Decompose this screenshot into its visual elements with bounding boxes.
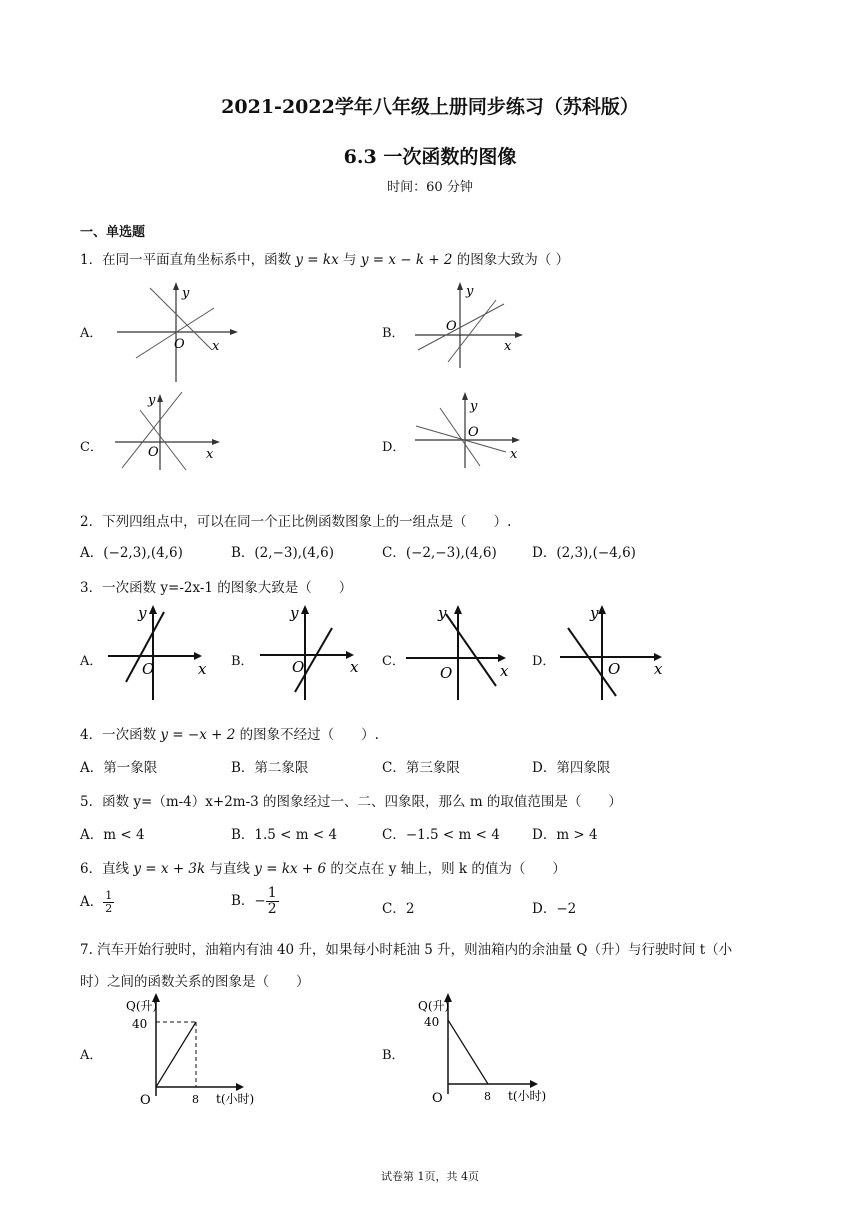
section-heading: 一、单选题 [80, 225, 146, 240]
q7-option-a-label[interactable]: A． [80, 1048, 103, 1063]
q3-option-c-label[interactable]: C． [382, 654, 405, 669]
q3-option-b-label[interactable]: B． [231, 654, 254, 669]
question-3: 3．一次函数 y=-2x-1 的图象大致是（ ） [80, 580, 353, 596]
q7-graph-a [112, 990, 262, 1110]
q1-option-c-label[interactable]: C． [80, 440, 103, 455]
q1-graph-b [410, 280, 530, 370]
q7-option-b-label[interactable]: B． [382, 1048, 405, 1063]
q1b-origin: O [446, 319, 457, 334]
q7a-x-label: t(小时) [216, 1092, 255, 1106]
q3c-y-label: y [438, 604, 447, 622]
q3a-x-label: x [198, 660, 207, 678]
q3b-x-label: x [350, 658, 359, 676]
q7a-origin: O [140, 1093, 151, 1108]
q1a-x-label: x [212, 339, 220, 354]
q1b-y-label: y [466, 284, 474, 299]
q3d-x-label: x [654, 660, 663, 678]
question-2: 2．下列四组点中，可以在同一个正比例函数图象上的一组点是（ ）. [80, 514, 512, 530]
q7a-y-tick: 40 [132, 1017, 148, 1031]
q3a-origin: O [142, 660, 155, 678]
q6-option-a[interactable]: A． $\frac{1}{2}$ [80, 889, 113, 915]
page-footer: 试卷第 1页，共 4页 [381, 1170, 479, 1183]
exam-title: 2021-2022学年八年级上册同步练习（苏科版） [221, 96, 639, 118]
q2-option-c[interactable]: C．(−2,−3),(4,6) [382, 545, 497, 561]
q7-graph-b [404, 990, 554, 1110]
q6-option-d[interactable]: D．−2 [532, 901, 577, 917]
q2-option-a[interactable]: A．(−2,3),(4,6) [80, 545, 183, 561]
q1a-origin: O [174, 337, 185, 352]
q3-option-a-label[interactable]: A． [80, 654, 103, 669]
q3d-origin: O [608, 660, 621, 678]
q1-graph-d [410, 390, 530, 470]
q7b-y-label: Q(升) [418, 999, 450, 1013]
q1-graph-a [112, 280, 242, 385]
question-6: 6．直线 y = x + 3k 与直线 y = kx + 6 的交点在 y 轴上，则 k 的值为（ ） [80, 861, 566, 877]
q3b-origin: O [292, 658, 305, 676]
q2-option-b[interactable]: B．(2,−3),(4,6) [231, 545, 335, 561]
q5-option-a[interactable]: A．m < 4 [80, 827, 145, 843]
q3-graph-a [106, 600, 216, 700]
q3c-origin: O [440, 664, 453, 682]
q5-option-c[interactable]: C．−1.5 < m < 4 [382, 827, 500, 843]
q1d-x-label: x [510, 447, 518, 462]
q3a-y-label: y [138, 604, 147, 622]
q6-option-b[interactable]: B．− $\frac{1}{2}$ [231, 885, 277, 917]
q7b-x-tick: 8 [484, 1090, 491, 1103]
q3b-y-label: y [290, 604, 299, 622]
q2-option-d[interactable]: D．(2,3),(−4,6) [532, 545, 636, 561]
fraction: $\frac{1}{2}$ [105, 889, 113, 915]
question-5: 5．函数 y=（m-4）x+2m-3 的图象经过一、二、四象限，那么 m 的取值范围是（ ） [80, 794, 622, 810]
question-4: 4．一次函数 y = −x + 2 的图象不经过（ ）. [80, 727, 379, 743]
q7b-x-label: t(小时) [508, 1089, 547, 1103]
q1d-y-label: y [470, 399, 478, 414]
q1c-y-label: y [148, 393, 156, 408]
q1d-origin: O [468, 425, 479, 440]
question-7-line-1: 7. 汽车开始行驶时，油箱内有油 40 升，如果每小时耗油 5 升，则油箱内的余油量 Q（升）与行驶时间 t（小 [80, 942, 733, 958]
q5-option-b[interactable]: B．1.5 < m < 4 [231, 827, 338, 843]
q3-graph-d [558, 600, 678, 700]
question-7-line-2: 时）之间的函数关系的图象是（ ） [80, 974, 310, 990]
lesson-title: 6.3 一次函数的图像 [343, 146, 517, 168]
q7a-x-tick: 8 [192, 1093, 199, 1106]
fraction: $\frac{1}{2}$ [267, 885, 277, 917]
question-1: 1．在同一平面直角坐标系中，函数 y = kx 与 y = x − k + 2 的图象大致为（ ） [80, 252, 570, 268]
q3-graph-c [404, 600, 524, 700]
q1-option-a-label[interactable]: A． [80, 326, 103, 341]
q1c-origin: O [148, 445, 159, 460]
q3-graph-b [258, 600, 368, 700]
q1a-y-label: y [182, 286, 190, 301]
time-limit: 时间：60 分钟 [387, 180, 473, 195]
q4-option-d[interactable]: D．第四象限 [532, 760, 611, 776]
q4-option-c[interactable]: C．第三象限 [382, 760, 460, 776]
q4-option-b[interactable]: B．第二象限 [231, 760, 309, 776]
q7b-y-tick: 40 [424, 1015, 440, 1029]
q4-option-a[interactable]: A．第一象限 [80, 760, 158, 776]
q7a-y-label: Q(升) [126, 999, 158, 1013]
q1b-x-label: x [504, 339, 512, 354]
q3-option-d-label[interactable]: D． [532, 654, 556, 669]
q5-option-d[interactable]: D．m > 4 [532, 827, 598, 843]
q3c-x-label: x [500, 662, 509, 680]
q1-graph-c [112, 390, 227, 470]
q7b-origin: O [432, 1091, 443, 1106]
q6-option-c[interactable]: C．2 [382, 901, 415, 917]
q1c-x-label: x [206, 447, 214, 462]
q1-option-b-label[interactable]: B． [382, 326, 405, 341]
q3d-y-label: y [590, 604, 599, 622]
q1-option-d-label[interactable]: D． [382, 440, 406, 455]
